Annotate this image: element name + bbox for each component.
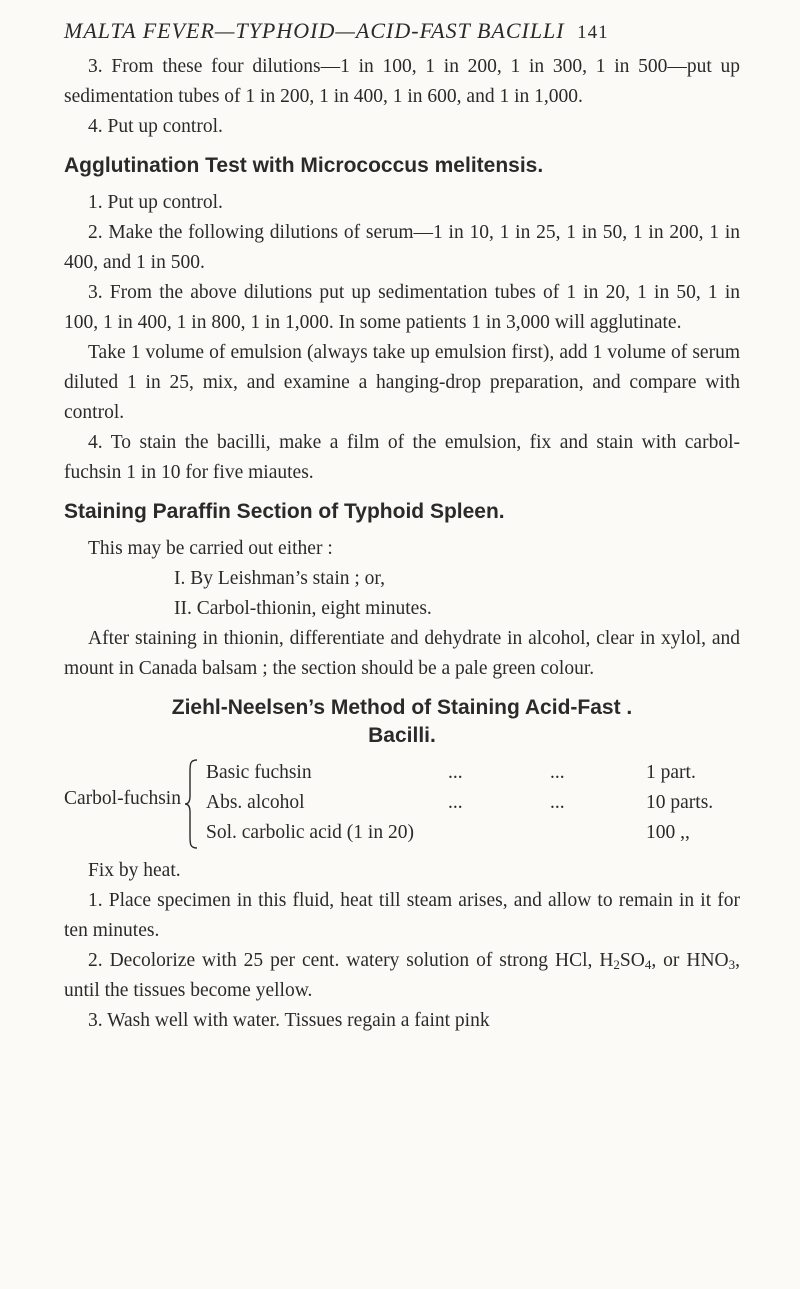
running-head (64, 18, 740, 44)
formula-row (206, 788, 740, 818)
quantity: 100 ,, (646, 822, 690, 843)
formula-row (206, 818, 740, 848)
formula-row (206, 758, 740, 788)
ingredient: Basic fuchsin (206, 762, 312, 783)
text-run: 2. Decolorize with 25 per cent. watery solution of strong HCl, H (88, 950, 614, 971)
brace-icon (184, 758, 198, 850)
ziehl-heading-line2: Bacilli. (368, 724, 436, 747)
quantity: 10 parts. (646, 792, 714, 813)
agglutination-step-3: 3. From the above dilutions put up sedimentation tubes of 1 in 20, 1 in 50, 1 in 100, 1 in 400, 1 in 800, 1 in 1,000. In some patients 1 in 3,000 will agglutinate. (64, 282, 740, 333)
subscript: 2 (613, 957, 620, 972)
formula-rows (206, 758, 740, 848)
subscript: 3 (728, 957, 736, 972)
staining-intro: This may be carried out either : (88, 538, 333, 559)
ingredient: Sol. carbolic acid (1 in 20) (206, 822, 414, 843)
ziehl-fix: Fix by heat. (88, 860, 181, 881)
intro-step-4: 4. Put up control. (88, 116, 223, 137)
page-number: 141 (577, 22, 609, 43)
staining-option-2: II. Carbol-thionin, eight minutes. (174, 598, 432, 619)
ziehl-step-1: 1. Place specimen in this fluid, heat till steam arises, and allow to remain in it for ten minutes. (64, 890, 740, 941)
text-run: , or HNO (651, 950, 729, 971)
text-run: SO (619, 950, 645, 971)
leader-dots: ... (448, 762, 463, 783)
page (64, 18, 740, 1036)
formula-label: Carbol-fuchsin (64, 788, 181, 809)
leader-dots: ... (550, 762, 565, 783)
agglutination-step-4: 4. To stain the bacilli, make a film of the emulsion, fix and stain with carbol-fuchsin 1 in 10 for five miautes. (64, 432, 740, 483)
staining-heading: Staining Paraffin Section of Typhoid Spleen. (64, 500, 505, 523)
running-title: MALTA FEVER—TYPHOID—ACID-FAST BACILLI (64, 18, 565, 43)
agglutination-step-1: 1. Put up control. (88, 192, 223, 213)
ziehl-step-2 (64, 946, 740, 1006)
carbol-fuchsin-formula (64, 758, 740, 854)
leader-dots: ... (448, 792, 463, 813)
staining-option-1: I. By Leishman’s stain ; or, (174, 568, 385, 589)
ziehl-step-3: 3. Wash well with water. Tissues regain a faint pink (88, 1010, 490, 1031)
staining-after: After staining in thionin, differentiate and dehydrate in alcohol, clear in xylol, and mount in Canada balsam ; the section should be a pale green colour. (64, 628, 740, 679)
ziehl-heading-line1: Ziehl-Neelsen’s Method of Staining Acid-Fast . (171, 696, 633, 719)
agglutination-heading: Agglutination Test with Micrococcus melitensis. (64, 154, 544, 177)
quantity: 1 part. (646, 762, 696, 783)
ingredient: Abs. alcohol (206, 792, 305, 813)
intro-step-3: 3. From these four dilutions—1 in 100, 1 in 200, 1 in 300, 1 in 500—put up sedimentation tubes of 1 in 200, 1 in 400, 1 in 600, and 1 in 1,000. (64, 56, 740, 107)
text-run: , until the tissues become yellow. (64, 950, 740, 1001)
subscript: 4 (644, 957, 652, 972)
ziehl-heading (64, 694, 740, 750)
agglutination-step-2: 2. Make the following dilutions of serum—1 in 10, 1 in 25, 1 in 50, 1 in 200, 1 in 400, and 1 in 500. (64, 222, 740, 273)
leader-dots: ... (550, 792, 565, 813)
agglutination-take: Take 1 volume of emulsion (always take up emulsion first), add 1 volume of serum diluted 1 in 25, mix, and examine a hanging-drop preparation, and compare with control. (64, 342, 740, 423)
